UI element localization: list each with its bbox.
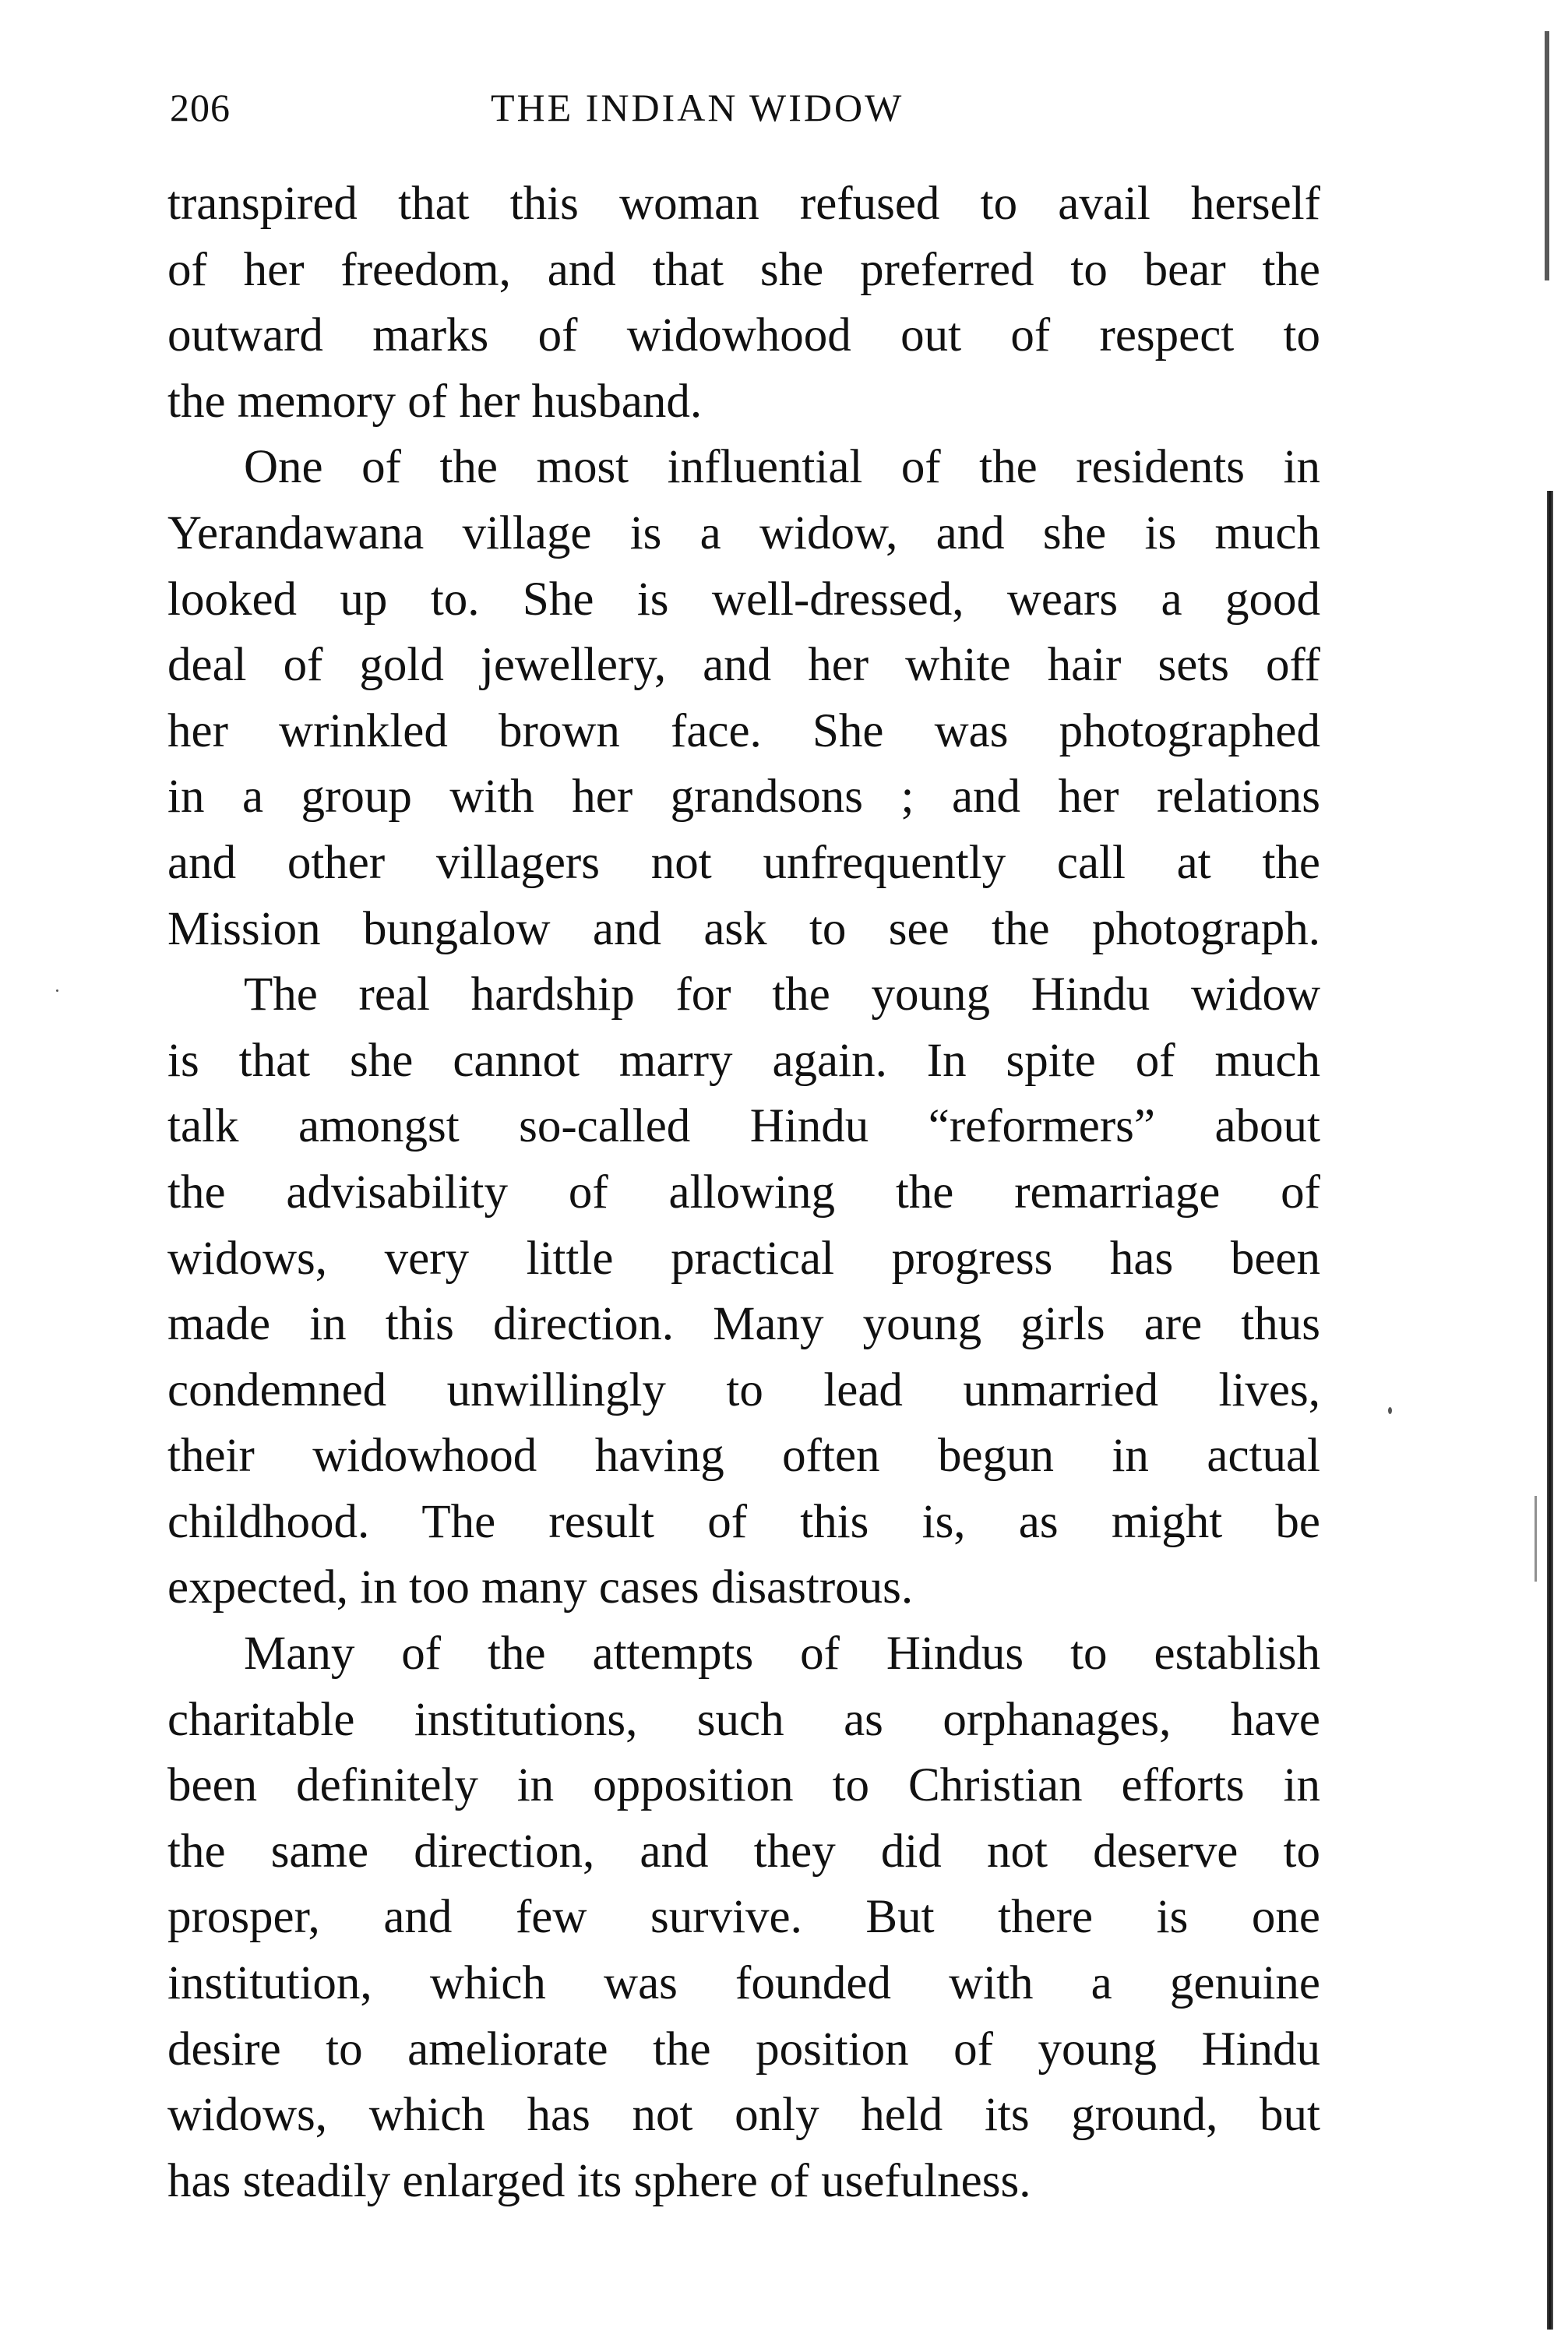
text-line: in a group with her grandsons ; and her relations	[167, 771, 1320, 824]
page-edge-shadow	[1547, 491, 1553, 2330]
text-line: institution, which was founded with a genuine	[167, 1957, 1320, 2010]
text-line: made in this direction. Many young girls are thus	[167, 1298, 1320, 1351]
text-line: been definitely in opposition to Christian efforts in	[167, 1759, 1320, 1812]
text-line: widows, very little practical progress has been	[167, 1232, 1320, 1285]
text-line: desire to ameliorate the position of young Hindu	[167, 2023, 1320, 2076]
text-line: deal of gold jewellery, and her white hair sets off	[167, 639, 1320, 692]
text-line: outward marks of widowhood out of respect to	[167, 309, 1320, 362]
text-line: Yerandawana village is a widow, and she is much	[167, 506, 1320, 559]
text-line: Mission bungalow and ask to see the photograph.	[167, 902, 1320, 955]
text-line: the advisability of allowing the remarriage of	[167, 1166, 1320, 1219]
page-number: 206	[170, 86, 231, 129]
running-title: THE INDIAN WIDOW	[491, 86, 904, 129]
text-line: widows, which has not only held its ground, but	[167, 2089, 1320, 2142]
paper-speck	[56, 989, 58, 992]
text-line: childhood. The result of this is, as might be	[167, 1495, 1320, 1548]
page-edge-mark	[1535, 1496, 1537, 1582]
paragraph-first-line: The real hardship for the young Hindu widow	[244, 968, 1320, 1021]
text-line: the memory of her husband.	[167, 375, 703, 428]
page-edge-shadow	[1545, 31, 1549, 280]
text-line: is that she cannot marry again. In spite of much	[167, 1034, 1320, 1087]
text-line: and other villagers not unfrequently call at the	[167, 836, 1320, 889]
text-line: transpired that this woman refused to avail herself	[167, 178, 1320, 230]
text-line: charitable institutions, such as orphanages, have	[167, 1693, 1320, 1746]
text-line: the same direction, and they did not deserve to	[167, 1825, 1320, 1878]
text-line: looked up to. She is well-dressed, wears a good	[167, 573, 1320, 626]
paragraph-first-line: One of the most influential of the residents in	[244, 441, 1320, 494]
text-line: talk amongst so-called Hindu “reformers” about	[167, 1100, 1320, 1153]
paper-speck	[1388, 1407, 1392, 1414]
text-line: their widowhood having often begun in actual	[167, 1430, 1320, 1483]
text-line: condemned unwillingly to lead unmarried lives,	[167, 1363, 1320, 1416]
paragraph-first-line: Many of the attempts of Hindus to establish	[244, 1628, 1320, 1681]
text-line: has steadily enlarged its sphere of usefulness.	[167, 2154, 1031, 2207]
text-line: her wrinkled brown face. She was photographed	[167, 704, 1320, 757]
body-text	[167, 171, 1320, 2214]
text-line: of her freedom, and that she preferred to bear the	[167, 243, 1320, 296]
text-line: prosper, and few survive. But there is one	[167, 1891, 1320, 1944]
text-line: expected, in too many cases disastrous.	[167, 1561, 914, 1614]
